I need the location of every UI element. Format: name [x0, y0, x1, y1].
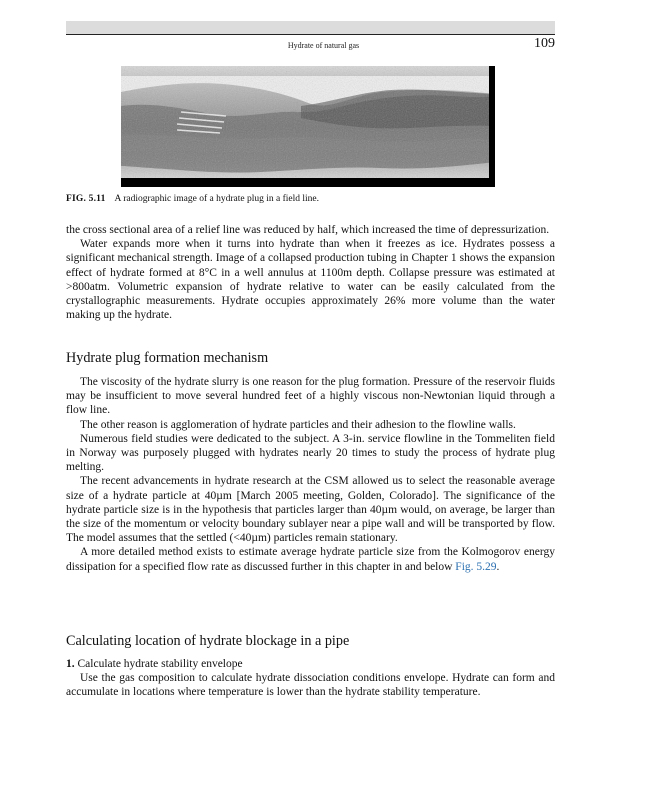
- section-heading: Calculating location of hydrate blockage in a pipe: [66, 633, 350, 649]
- paragraph: the cross sectional area of a relief line was reduced by half, which increased the time of depressurization.: [66, 224, 550, 236]
- figure-caption: [66, 194, 319, 204]
- figure-caption-text: A radiographic image of a hydrate plug in a field line.: [114, 194, 319, 204]
- radiograph-image: [121, 66, 495, 187]
- intro-text: [66, 223, 555, 322]
- paragraph: Numerous field studies were dedicated to the subject. A 3-in. service flowline in the Tommeliten field in Norway was purposely plugged with hydrates nearly 20 times to study the process of hydrate plug melting.: [66, 432, 555, 474]
- step-number: 1.: [66, 658, 75, 670]
- paragraph: The recent advancements in hydrate research at the CSM allowed us to select the reasonable average size of a hydrate particle at 40µm [March 2005 meeting, Golden, Colorado]. The significance of the hydrate particle size is in the hypothesis that particles larger than 40µm would, on average, be larger than the size of the momentum or velocity boundary sublayer near a pipe wall and will be transported by flow. The model assumes that the settled (<40µm) particles remain stationary.: [66, 475, 555, 545]
- paragraph: Water expands more when it turns into hydrate than when it freezes as ice. Hydrates possess a significant mechanical strength. Image of a collapsed production tubing in Chapter 1 shows the expansion effect of hydrate formed at 8°C in a well annulus at 1100m depth. Collapse pressure was estimated at >800atm. Volumetric expansion of hydrate relative to water can be easily calculated from the crystallographic measurements. Hydrate occupies approximately 26% more volume than the water making up the hydrate.: [66, 238, 555, 322]
- paragraph: The viscosity of the hydrate slurry is one reason for the plug formation. Pressure of the reservoir fluids may be insufficient to move several hundred feet of a highly viscous non-Newtonian liquid through a flow line.: [66, 376, 555, 417]
- header-band: [66, 21, 555, 34]
- section-heading: Hydrate plug formation mechanism: [66, 350, 269, 366]
- paragraph: The other reason is agglomeration of hydrate particles and their adhesion to the flowline walls.: [80, 418, 516, 431]
- paragraph: Use the gas composition to calculate hydrate dissociation conditions envelope. Hydrate can form and accumulate in locations where temperature is lower than the hydrate stability temperature.: [66, 672, 555, 699]
- header-rule: [66, 34, 555, 35]
- radiograph-figure: [121, 66, 495, 187]
- page-number: 109: [534, 36, 555, 51]
- section2-text: [66, 657, 555, 700]
- section1-text: [66, 375, 555, 574]
- figure-label: FIG. 5.11: [66, 194, 106, 204]
- running-title: Hydrate of natural gas: [287, 41, 360, 50]
- step-title: 1. Calculate hydrate stability envelope: [66, 658, 243, 670]
- paragraph-text: A more detailed method exists to estimate average hydrate particle size from the Kolmogorov energy dissipation for a specified flow rate as discussed further in this chapter in and below: [66, 546, 555, 573]
- paragraph: A more detailed method exists to estimate average hydrate particle size from the Kolmogorov energy dissipation for a specified flow rate as discussed further in this chapter in and below Fig. 5.29.: [66, 546, 555, 573]
- figure-link[interactable]: Fig. 5.29: [455, 560, 497, 573]
